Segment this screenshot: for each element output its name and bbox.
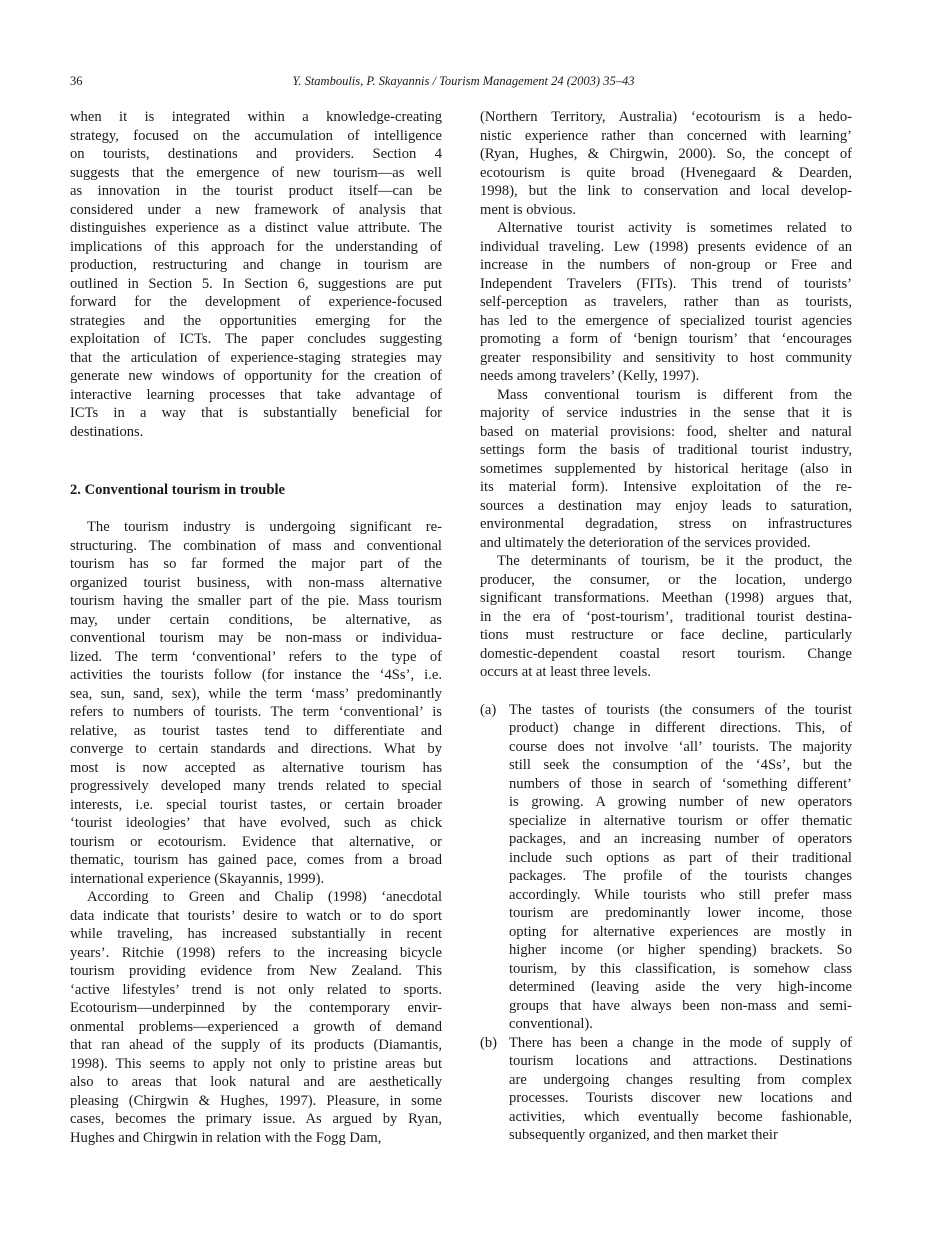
text-line: greater responsibility and sensitivity to host community <box>480 349 852 366</box>
text-line: international experience (Skayannis, 1999). <box>70 870 325 887</box>
text-line: when it is integrated within a knowledge-creating <box>70 109 442 125</box>
text-line: onmental problems—experienced a growth of demand <box>70 1018 442 1035</box>
text-line: production, restructuring and change in tourism are <box>70 257 442 273</box>
text-line: relative, as tourist tastes tend to differentiate and <box>70 722 442 739</box>
text-line: ecotourism is quite broad (Hvenegaard & Dearden, <box>480 164 852 181</box>
text-line: course does not involve ‘all’ tourists. The majority <box>509 738 852 755</box>
text-line: still seek the consumption of the ‘4Ss’, but the <box>509 757 852 773</box>
text-line: majority of service industries in the sense that it is <box>480 405 852 421</box>
text-line: needs among travelers’ (Kelly, 1997). <box>480 368 700 384</box>
text-line: also to areas that look natural and are aesthetically <box>70 1074 442 1090</box>
text-line: implications of this approach for the understanding of <box>70 238 442 255</box>
text-line: groups that have always been non-mass and semi- <box>509 997 852 1014</box>
text-line: that ran ahead of the supply of its products (Diamantis, <box>70 1037 442 1053</box>
text-line: ‘tourist ideologies’ that have evolved, such as chick <box>70 815 442 831</box>
text-line: destinations. <box>70 423 144 440</box>
text-line: Ecotourism—underpinned by the contemporary envir- <box>70 1000 442 1016</box>
text-line: tourism has so far formed the major part of the <box>70 556 442 572</box>
text-line: outlined in Section 5. In Section 6, suggestions are put <box>70 275 442 292</box>
text-line: There has been a change in the mode of supply of <box>509 1034 852 1051</box>
text-line: accordingly. While tourists who still prefer mass <box>509 886 852 903</box>
text-line: exploitation of ICTs. The paper concludes suggesting <box>70 331 442 347</box>
text-line: nistic experience rather than concerned with learning’ <box>480 127 852 144</box>
text-line: determined (leaving aside the very high-income <box>509 979 852 995</box>
text-line: subsequently organized, and then market their <box>509 1127 778 1143</box>
text-line: tourism, by this classification, is somehow class <box>509 960 852 977</box>
text-line: domestic-dependent coastal resort tourism. Change <box>480 645 852 662</box>
text-line: sea, sun, sand, sex), while the term ‘mass’ predominantly <box>70 685 442 702</box>
text-line: interests, i.e. special tourist tastes, or certain broader <box>70 796 442 813</box>
text-line: opting for alternative experiences are mostly in <box>509 923 852 940</box>
text-line: has led to the emergence of specialized tourist agencies <box>480 312 852 329</box>
running-header: Y. Stamboulis, P. Skayannis / Tourism Management 24 (2003) 35–43 <box>292 74 635 88</box>
text-line: occurs at at least three levels. <box>480 664 651 680</box>
text-line: conventional). <box>509 1016 593 1032</box>
text-line: structuring. The combination of mass and conventional <box>70 537 442 554</box>
text-line: tourism having the smaller part of the pie. Mass tourism <box>70 593 442 609</box>
text-line: cases, becomes the primary issue. As argued by Ryan, <box>70 1111 442 1127</box>
text-line: Alternative tourist activity is sometimes related to <box>497 220 852 236</box>
text-line: interactive learning processes that take advantage of <box>70 386 442 403</box>
text-line: numbers of those in search of ‘something different’ <box>509 775 852 792</box>
text-line: its material form). Intensive exploitation of the re- <box>480 479 852 495</box>
text-line: (Ryan, Hughes, & Chirgwin, 2000). So, the concept of <box>480 146 852 162</box>
text-line: include such options as part of their traditional <box>509 849 852 866</box>
text-line: generate new windows of opportunity for the creation of <box>70 368 442 384</box>
text-line: while traveling, has increased substantially in recent <box>70 926 442 942</box>
text-line: ment is obvious. <box>480 201 577 218</box>
text-line: specialize in alternative tourism or offer thematic <box>509 812 852 829</box>
text-line: in the era of ‘post-tourism’, traditional tourist destina- <box>480 608 852 625</box>
text-line: packages, and an increasing number of operators <box>509 831 852 847</box>
text-line: packages. The profile of the tourists changes <box>509 868 852 884</box>
text-line: tourism are predominantly lower income, those <box>509 905 852 921</box>
text-line: product) change in different directions. This, of <box>509 720 852 736</box>
list-item-label: (a) <box>480 701 497 718</box>
text-line: activities the tourists follow (for instance the ‘4Ss’, i.e. <box>70 667 442 683</box>
text-line: refers to numbers of tourists. The term ‘conventional’ is <box>70 704 442 720</box>
text-line: that the articulation of experience-staging strategies may <box>70 349 442 366</box>
text-line: conventional tourism may be non-mass or individua- <box>70 630 442 646</box>
text-line: data indicate that tourists’ desire to watch or to do sport <box>70 907 442 924</box>
text-line: thematic, tourism has gained pace, comes from a broad <box>70 852 442 868</box>
text-line: settings form the basis of traditional tourist industry, <box>480 442 852 458</box>
text-line: (Northern Territory, Australia) ‘ecotourism is a hedo- <box>480 109 852 125</box>
list-item-label: (b) <box>480 1034 498 1051</box>
text-line: suggests that the emergence of new tourism—as well <box>70 164 442 181</box>
text-line: progressively developed many trends related to special <box>70 778 442 794</box>
section-heading: 2. Conventional tourism in trouble <box>70 482 286 498</box>
text-line: are undergoing changes resulting from complex <box>509 1071 852 1088</box>
text-line: forward for the development of experience-focused <box>70 294 442 310</box>
text-line: lized. The term ‘conventional’ refers to the type of <box>70 648 442 665</box>
text-line: distinguishes experience as a distinct value attribute. The <box>70 220 442 236</box>
text-line: Independent Travelers (FITs). This trend of tourists’ <box>480 275 852 292</box>
text-line: converge to certain standards and directions. What by <box>70 741 442 757</box>
text-line: 1998). This seems to apply not only to pristine areas but <box>70 1055 442 1072</box>
text-line: The tastes of tourists (the consumers of the tourist <box>509 701 852 718</box>
text-line: producer, the consumer, or the location, undergo <box>480 571 852 588</box>
text-line: According to Green and Chalip (1998) ‘anecdotal <box>87 889 442 905</box>
text-line: tourism or ecotourism. Evidence that alternative, or <box>70 833 442 850</box>
text-line: most is now accepted as alternative tourism has <box>70 759 442 776</box>
text-line: years’. Ritchie (1998) refers to the increasing bicycle <box>70 944 442 961</box>
text-line: on tourists, destinations and providers. Section 4 <box>70 146 442 162</box>
text-line: significant transformations. Meethan (1998) argues that, <box>480 590 852 606</box>
text-line: strategies and the opportunities emerging for the <box>70 312 442 329</box>
text-line: Mass conventional tourism is different from the <box>497 386 852 403</box>
text-line: The determinants of tourism, be it the product, the <box>497 553 852 569</box>
text-line: environmental degradation, stress on infrastructures <box>480 516 852 532</box>
page-number: 36 <box>70 74 83 88</box>
text-line: pleasing (Chirgwin & Hughes, 1997). Pleasure, in some <box>70 1092 442 1109</box>
text-line: tions must restructure or face decline, particularly <box>480 627 852 643</box>
text-line: individual traveling. Lew (1998) presents evidence of an <box>480 238 852 255</box>
text-line: Hughes and Chirgwin in relation with the Fogg Dam, <box>70 1129 382 1146</box>
text-line: sometimes supplemented by historical heritage (also in <box>480 460 852 477</box>
text-line: tourism locations and attractions. Destinations <box>509 1053 852 1069</box>
text-line: self-perception as travelers, rather than as tourists, <box>480 294 852 310</box>
text-line: and ultimately the deterioration of the services provided. <box>480 534 811 551</box>
text-line: 1998), but the link to conservation and local develop- <box>480 183 852 199</box>
text-line: strategy, focused on the accumulation of intelligence <box>70 127 442 144</box>
text-line: sources a destination may enjoy leads to saturation, <box>480 497 852 514</box>
text-line: may, under certain conditions, be alternative, as <box>70 611 442 628</box>
text-line: increase in the numbers of non-group or Free and <box>480 257 852 273</box>
text-line: processes. Tourists discover new locations and <box>509 1090 852 1106</box>
text-line: promoting a form of ‘benign tourism’ that ‘encourages <box>480 331 852 347</box>
text-line: ICTs in a way that is substantially beneficial for <box>70 405 442 421</box>
text-line: considered under a new framework of analysis that <box>70 201 442 218</box>
text-line: organized tourist business, with non-mass alternative <box>70 574 442 591</box>
text-line: The tourism industry is undergoing significant re- <box>87 519 442 535</box>
text-line: is growing. A growing number of new operators <box>509 794 852 810</box>
text-line: activities, which eventually become fashionable, <box>509 1108 852 1125</box>
text-line: based on material provisions: food, shelter and natural <box>480 423 852 440</box>
text-line: ‘active lifestyles’ trend is not only related to sports. <box>70 981 442 998</box>
text-line: as innovation in the tourist product itself—can be <box>70 183 442 199</box>
text-line: higher income (or higher spending) brackets. So <box>509 942 852 958</box>
text-line: tourism providing evidence from New Zealand. This <box>70 963 442 979</box>
